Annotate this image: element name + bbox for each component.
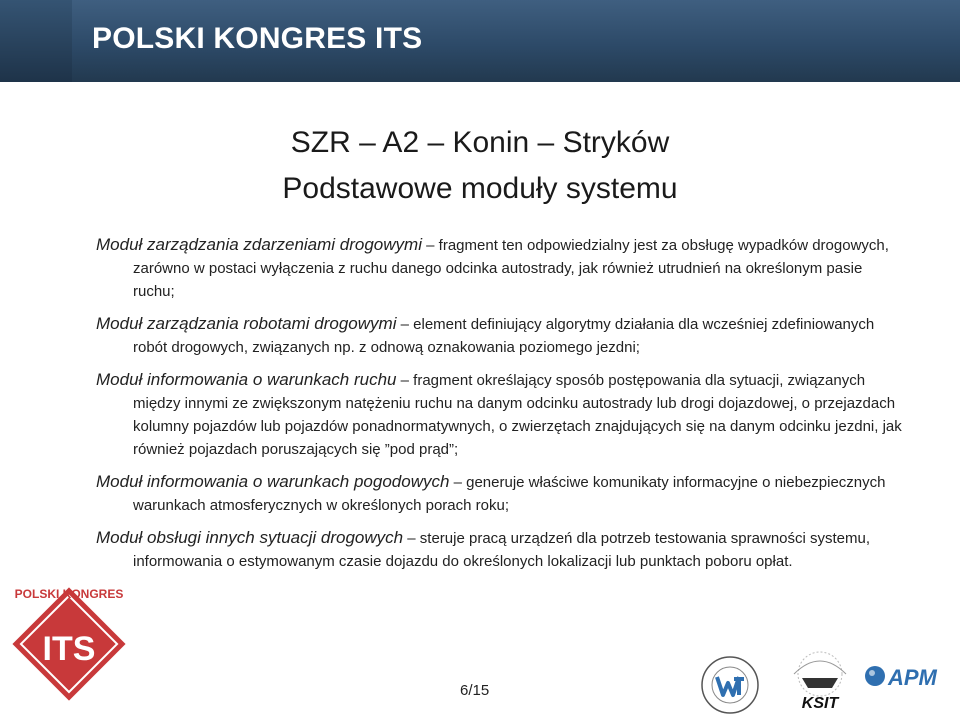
header-accent-block — [0, 0, 72, 82]
module-list — [96, 233, 906, 582]
module-description: – fragment określający sposób postępowania dla sytuacji, związanych między innymi ze zwiększonym natężeniu ruchu na danym odcinku autostrady lub drogi dojazdowej, o przejazdach kolumny pojazdów lub pojazdów ponadnormatywnych, o zwierzętach znajdujących się na danym odcinku jezdni, jak również pojazdach poruszających się ”pod prąd”; — [133, 372, 902, 458]
module-description: – element definiujący algorytmy działania dla wcześniej zdefiniowanych robót drogowych, związanych np. z odnową oznakowania poziomego jezdni; — [133, 316, 875, 356]
module-item — [96, 368, 906, 461]
module-item — [96, 470, 906, 517]
apm-globe — [865, 666, 885, 686]
module-item — [96, 233, 906, 303]
module-term: Moduł informowania o warunkach ruchu — [96, 370, 397, 389]
slide-title-line1: SZR – A2 – Konin – Stryków — [290, 126, 670, 159]
university-seal-logo — [700, 655, 760, 715]
polski-kongres-its-logo — [6, 578, 132, 708]
module-term: Moduł obsługi innych sytuacji drogowych — [96, 528, 404, 547]
apm-logo — [864, 658, 946, 694]
module-description: – generuje właściwe komunikaty informacyjne o niebezpiecznych warunkach atmosferycznych w określonych porach roku; — [133, 474, 886, 514]
header-title: POLSKI KONGRES ITS — [92, 22, 423, 55]
module-description: – steruje pracą urządzeń dla potrzeb testowania sprawności systemu, informowania o estymowanym czasie dojazdu do określonych lokalizacji lub punktach poboru opłat. — [133, 530, 871, 570]
header-banner — [0, 0, 960, 82]
ksit-globe-arc — [794, 661, 846, 674]
module-term: Moduł zarządzania robotami drogowymi — [96, 314, 397, 333]
page-number: 6/15 — [460, 682, 490, 699]
module-term: Moduł informowania o warunkach pogodowych — [96, 472, 450, 491]
ksit-text: KSIT — [801, 695, 839, 712]
module-item — [96, 526, 906, 573]
module-term: Moduł zarządzania zdarzeniami drogowymi — [96, 235, 422, 254]
apm-text: APM — [888, 665, 937, 690]
logo-kongres-text: POLSKI KONGRES — [14, 587, 124, 601]
ksit-base-shape — [802, 678, 838, 688]
ksit-logo — [780, 648, 860, 714]
ksit-dotted-globe — [798, 652, 842, 696]
module-description: – fragment ten odpowiedzialny jest za obsługę wypadków drogowych, zarówno w postaci wyłączenia z ruchu danego odcinka autostrady, jak również utrudnień na określonym pasie ruchu; — [133, 237, 889, 300]
logo-its-text: ITS — [42, 630, 96, 668]
slide-title-line2: Podstawowe moduły systemu — [282, 172, 678, 205]
apm-globe-highlight — [869, 670, 875, 676]
module-item — [96, 312, 906, 359]
